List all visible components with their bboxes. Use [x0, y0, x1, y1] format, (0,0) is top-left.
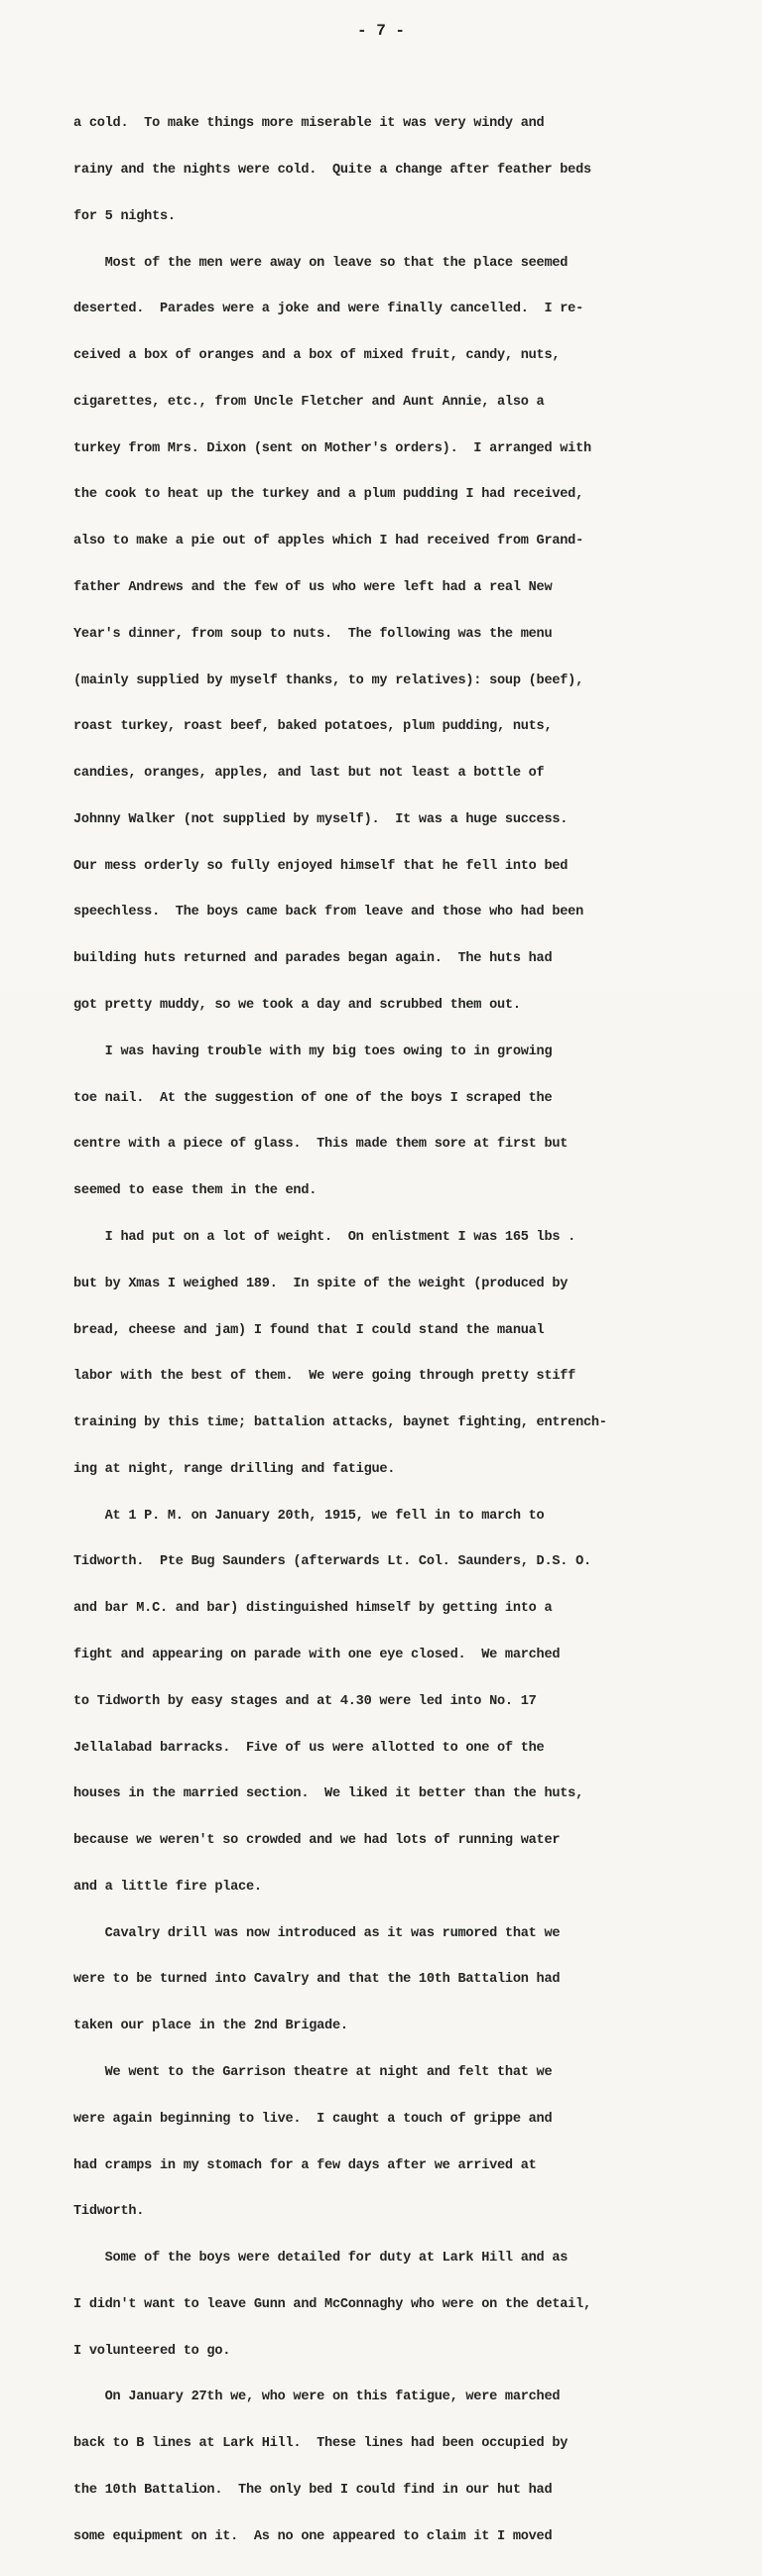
- text-line: turkey from Mrs. Dixon (sent on Mother's orders). I arranged with: [73, 440, 591, 456]
- text-line: Cavalry drill was now introduced as it was rumored that we: [73, 1925, 561, 1941]
- text-line: were to be turned into Cavalry and that the 10th Battalion had: [73, 1972, 561, 1988]
- text-line: fight and appearing on parade with one eye closed. We marched: [73, 1647, 561, 1662]
- text-line: because we weren't so crowded and we had lots of running water: [73, 1833, 561, 1849]
- text-line: had cramps in my stomach for a few days after we arrived at: [73, 2157, 537, 2173]
- text-line: roast turkey, roast beef, baked potatoes, plum pudding, nuts,: [73, 719, 553, 735]
- text-line: also to make a pie out of apples which I had received from Grand-: [73, 534, 583, 550]
- text-line: deserted. Parades were a joke and were finally cancelled. I re-: [73, 302, 583, 317]
- text-line: toe nail. At the suggestion of one of the boys I scraped the: [73, 1090, 553, 1106]
- text-line: bread, cheese and jam) I found that I could stand the manual: [73, 1322, 545, 1338]
- text-line: Year's dinner, from soup to nuts. The following was the menu: [73, 626, 553, 642]
- text-line: seemed to ease them in the end.: [73, 1183, 318, 1199]
- text-line: cigarettes, etc., from Uncle Fletcher and Aunt Annie, also a: [73, 394, 545, 410]
- text-line: a cold. To make things more miserable it was very windy and: [73, 116, 545, 132]
- text-line: We went to the Garrison theatre at night and felt that we: [73, 2065, 553, 2080]
- text-line: and a little fire place.: [73, 1879, 262, 1895]
- text-line: rainy and the nights were cold. Quite a change after feather beds: [73, 162, 591, 178]
- text-line: houses in the married section. We liked it better than the huts,: [73, 1786, 583, 1802]
- text-line: were again beginning to live. I caught a touch of grippe and: [73, 2111, 553, 2127]
- text-line: Some of the boys were detailed for duty at Lark Hill and as: [73, 2251, 569, 2267]
- text-line: the 10th Battalion. The only bed I could find in our hut had: [73, 2483, 553, 2499]
- text-line: I had put on a lot of weight. On enlistment I was 165 lbs .: [73, 1229, 576, 1245]
- text-line: At 1 P. M. on January 20th, 1915, we fell in to march to: [73, 1508, 545, 1524]
- text-line: candies, oranges, apples, and last but not least a bottle of: [73, 766, 545, 782]
- text-line: ceived a box of oranges and a box of mixed fruit, candy, nuts,: [73, 348, 561, 364]
- text-line: On January 27th we, who were on this fatigue, were marched: [73, 2390, 561, 2405]
- text-line: training by this time; battalion attacks, baynet fighting, entrench-: [73, 1415, 607, 1431]
- text-line: I was having trouble with my big toes owing to in growing: [73, 1043, 553, 1059]
- text-line: Johnny Walker (not supplied by myself). It was a huge success.: [73, 811, 569, 827]
- text-line: centre with a piece of glass. This made them sore at first but: [73, 1137, 569, 1153]
- text-line: the cook to heat up the turkey and a plum pudding I had received,: [73, 487, 583, 503]
- text-line: to Tidworth by easy stages and at 4.30 were led into No. 17: [73, 1693, 537, 1709]
- text-line: but by Xmas I weighed 189. In spite of the weight (produced by: [73, 1276, 569, 1291]
- text-line: back to B lines at Lark Hill. These lines had been occupied by: [73, 2436, 569, 2452]
- text-line: for 5 nights.: [73, 208, 176, 224]
- text-line: and bar M.C. and bar) distinguished himself by getting into a: [73, 1601, 553, 1617]
- text-line: Tidworth. Pte Bug Saunders (afterwards Lt. Col. Saunders, D.S. O.: [73, 1554, 591, 1570]
- text-line: speechless. The boys came back from leave and those who had been: [73, 905, 583, 920]
- text-line: building huts returned and parades began again. The huts had: [73, 951, 553, 967]
- text-line: ing at night, range drilling and fatigue.: [73, 1461, 396, 1477]
- text-line: (mainly supplied by myself thanks, to my relatives): soup (beef),: [73, 673, 583, 688]
- text-line: got pretty muddy, so we took a day and scrubbed them out.: [73, 998, 521, 1014]
- text-line: Tidworth.: [73, 2204, 145, 2220]
- text-line: labor with the best of them. We were going through pretty stiff: [73, 1369, 576, 1385]
- body-text: [73, 85, 708, 2576]
- text-line: father Andrews and the few of us who were left had a real New: [73, 580, 553, 595]
- text-line: Jellalabad barracks. Five of us were allotted to one of the: [73, 1740, 545, 1756]
- text-line: I didn't want to leave Gunn and McConnaghy who were on the detail,: [73, 2296, 591, 2312]
- page-number: - 7 -: [356, 22, 405, 40]
- text-line: Most of the men were away on leave so that the place seemed: [73, 255, 569, 271]
- text-line: I volunteered to go.: [73, 2343, 231, 2359]
- text-line: Our mess orderly so fully enjoyed himself that he fell into bed: [73, 858, 569, 874]
- text-line: some equipment on it. As no one appeared to claim it I moved: [73, 2528, 553, 2544]
- text-line: taken our place in the 2nd Brigade.: [73, 2019, 348, 2034]
